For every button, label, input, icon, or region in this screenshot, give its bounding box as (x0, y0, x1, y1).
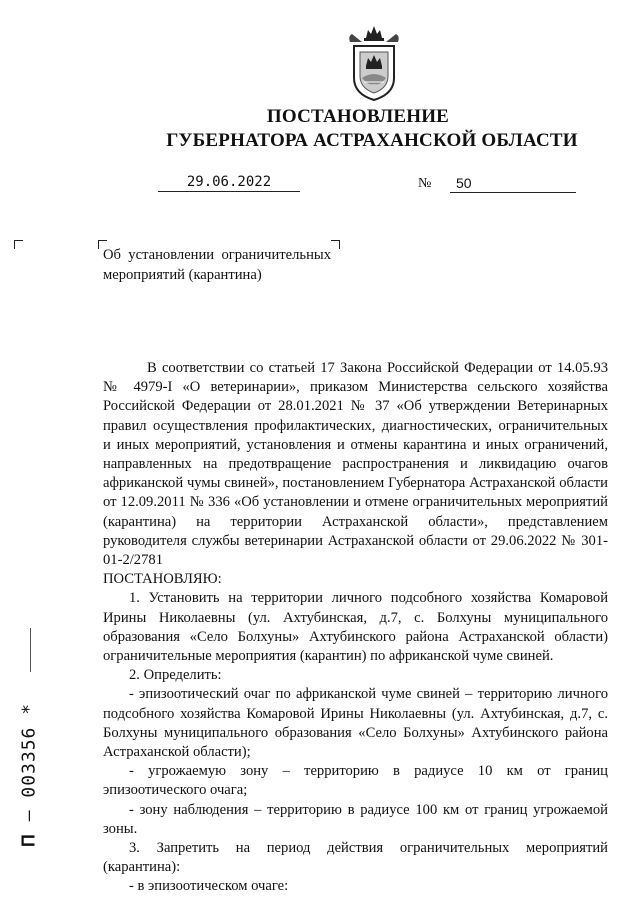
side-serial-text (19, 703, 40, 847)
item-2-b: - угрожаемую зону – территорию в радиусе 10 км от границ эпизоотического очага; (103, 763, 608, 799)
serial-star: * (18, 702, 40, 715)
item-1: 1. Установить на территории личного подсобного хозяйства Комаровой Ирины Николаевны (ул. Ахтубинская, д.7, с. Болхуны муниципального образования «Село Болхуны» Ахтубинского района Астраханской области) ограничительные мероприятия (карантин) по африканской чуме свиней. (103, 590, 608, 665)
side-serial-stamp (18, 690, 40, 860)
item-2: 2. Определить: (129, 667, 222, 684)
document-number-value: 50 (456, 175, 472, 191)
document-date: 29.06.2022 (158, 173, 300, 192)
serial-prefix: П (18, 833, 39, 848)
margin-line (30, 628, 31, 672)
document-title: ПОСТАНОВЛЕНИЕ (266, 106, 450, 127)
coat-of-arms-emblem (344, 22, 404, 104)
corner-mark-left (14, 240, 23, 249)
number-label: № (418, 176, 432, 191)
item-3-a: - в эпизоотическом очаге: (129, 878, 289, 895)
document-body (103, 359, 608, 897)
item-3: 3. Запретить на период действия ограничительных мероприятий (карантина): (103, 840, 608, 876)
serial-code: – 003356 (18, 714, 40, 834)
decree-word: ПОСТАНОВЛЯЮ: (103, 571, 222, 588)
item-2-a: - эпизоотический очаг по африканской чуме свиней – территорию личного подсобного хозяйства Комаровой Ирины Николаевны (ул. Ахтубинская, д.7, с. Болхуны муниципального образования «Село Болхуны» Ахтубинского района Астраханской области); (103, 686, 608, 761)
document-number (450, 174, 576, 193)
document-issuer: ГУБЕРНАТОРА АСТРАХАНСКОЙ ОБЛАСТИ (166, 130, 578, 151)
preamble-paragraph: В соответствии со статьей 17 Закона Российской Федерации от 14.05.93 № 4979-I «О ветеринарии», приказом Министерства сельского хозяйства Российской Федерации от 28.01.2021 № 37 «Об утверждении Ветеринарных правил осуществления профилактических, диагностических, ограничительных и иных мероприятий, установления и отмены карантина и иных ограничений, направленных на предотвращение распространения и ликвидацию очагов африканской чумы свиней», постановлением Губернатора Астраханской области от 12.09.2011 № 336 «Об установлении и отмене ограничительных мероприятий (карантина) на территории Астраханской области», представлением руководителя службы ветеринарии Астраханской области от 29.06.2022 № 301-01-2/2781 (103, 360, 608, 569)
corner-mark-subject-right (331, 240, 340, 249)
document-subject: Об установлении ограничительных мероприятий (карантина) (103, 247, 331, 283)
item-2-c: - зону наблюдения – территорию в радиусе 100 км от границ угрожаемой зоны. (103, 801, 608, 837)
